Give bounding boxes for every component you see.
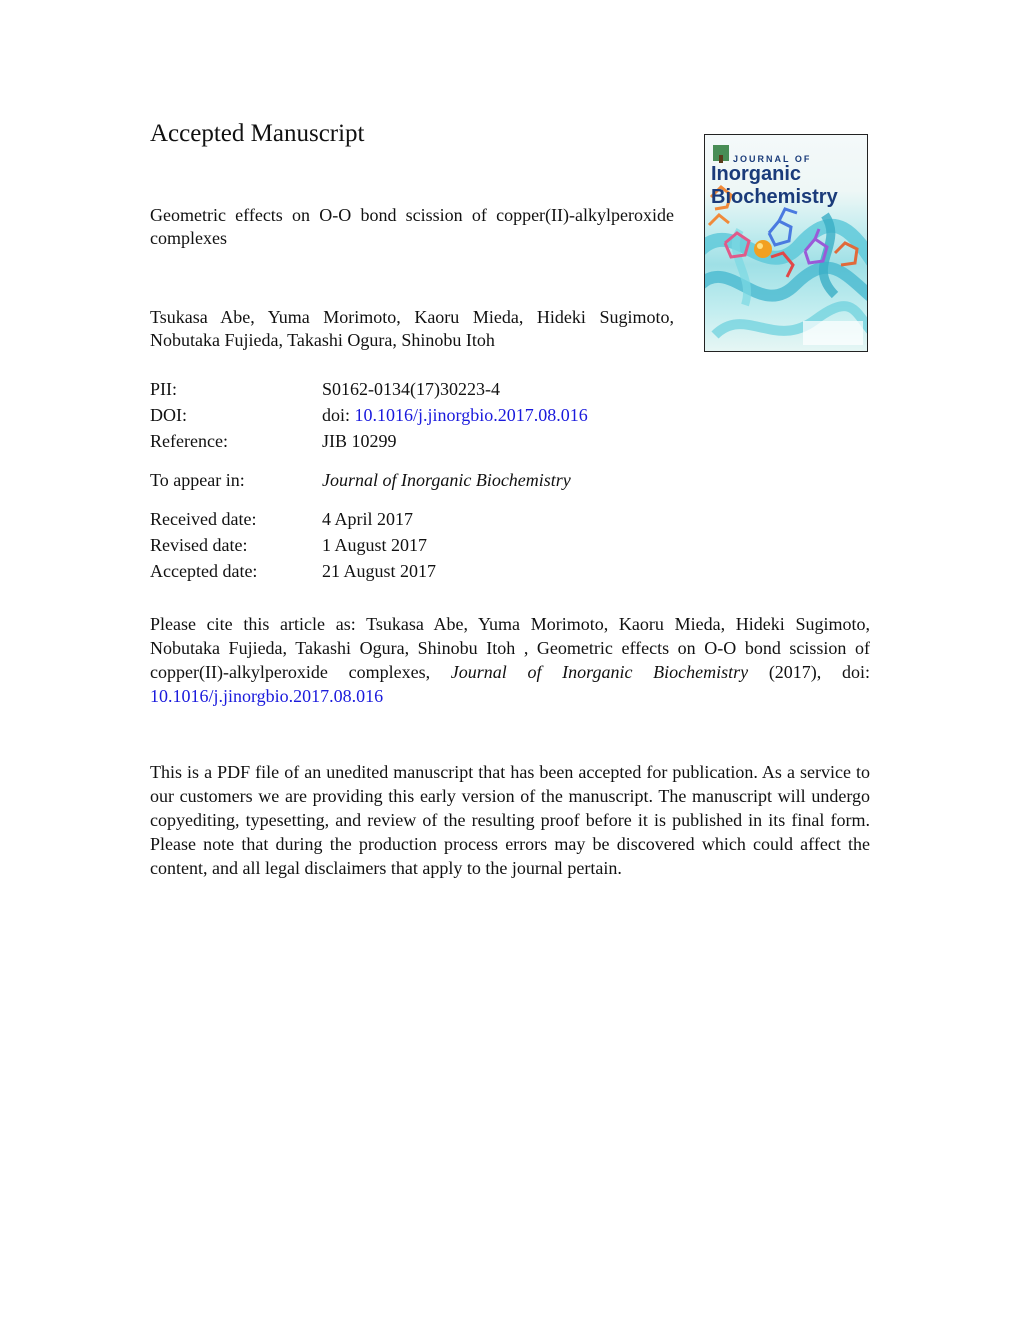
citation-paragraph: [150, 612, 870, 708]
cover-title-line2: Biochemistry: [711, 186, 838, 208]
pii-label: PII:: [150, 379, 177, 399]
received-row: [150, 506, 870, 532]
doi-value-wrap: [322, 402, 870, 428]
appear-value: Journal of Inorganic Biochemistry: [322, 470, 571, 490]
cover-title-line1: Inorganic: [711, 163, 802, 185]
revised-row: [150, 532, 870, 558]
received-value: 4 April 2017: [322, 509, 414, 529]
appear-block: [150, 467, 870, 493]
manuscript-notice: This is a PDF file of an unedited manuscript that has been accepted for publication. As a service to our customers we are providing this early version of the manuscript. The manuscript will undergo copyediting, typesetting, and review of the resulting proof before it is published in its final form. Please note that during the production process errors may be discovered which could affect the content, and all legal disclaimers that apply to the journal pertain.: [150, 762, 870, 878]
citation-year-doi: (2017), doi:: [748, 662, 870, 682]
citation-text: Please cite this article as: Tsukasa Abe, Yuma Morimoto, Kaoru Mieda, Hideki Sugimoto, Nobutaka Fujieda, Takashi Ogura, Shinobu Itoh , Geometric effects on O-O bond scission of copper(II)-alkylperoxide complexes,: [150, 614, 870, 682]
doi-row: [150, 402, 870, 428]
reference-value: JIB 10299: [322, 431, 397, 451]
article-title: Geometric effects on O-O bond scission of copper(II)-alkylperoxide complexes: [150, 205, 674, 248]
accepted-value: 21 August 2017: [322, 561, 437, 581]
citation-journal: Journal of Inorganic Biochemistry: [450, 662, 749, 682]
doi-prefix: doi:: [322, 405, 355, 425]
citation-doi-link[interactable]: 10.1016/j.jinorgbio.2017.08.016: [150, 686, 384, 706]
pii-row: [150, 376, 870, 402]
pii-value: S0162-0134(17)30223-4: [322, 379, 500, 399]
revised-label: Revised date:: [150, 535, 248, 555]
journal-cover-image: [704, 134, 868, 352]
received-label: Received date:: [150, 509, 257, 529]
cover-journal-of: JOURNAL OF: [733, 154, 812, 164]
article-authors: Tsukasa Abe, Yuma Morimoto, Kaoru Mieda, Hideki Sugimoto, Nobutaka Fujieda, Takashi Ogura, Shinobu Itoh: [150, 307, 674, 350]
dates-block: [150, 506, 870, 584]
revised-value: 1 August 2017: [322, 535, 428, 555]
reference-label: Reference:: [150, 431, 228, 451]
doi-label: DOI:: [150, 405, 187, 425]
cover-journal-name: [711, 163, 867, 209]
reference-row: [150, 428, 870, 454]
accepted-row: [150, 558, 870, 584]
page-heading: Accepted Manuscript: [150, 120, 365, 147]
appear-row: [150, 467, 870, 493]
appear-label: To appear in:: [150, 470, 245, 490]
identifiers-block: [150, 376, 870, 454]
accepted-label: Accepted date:: [150, 561, 258, 581]
doi-link[interactable]: 10.1016/j.jinorgbio.2017.08.016: [354, 405, 588, 425]
